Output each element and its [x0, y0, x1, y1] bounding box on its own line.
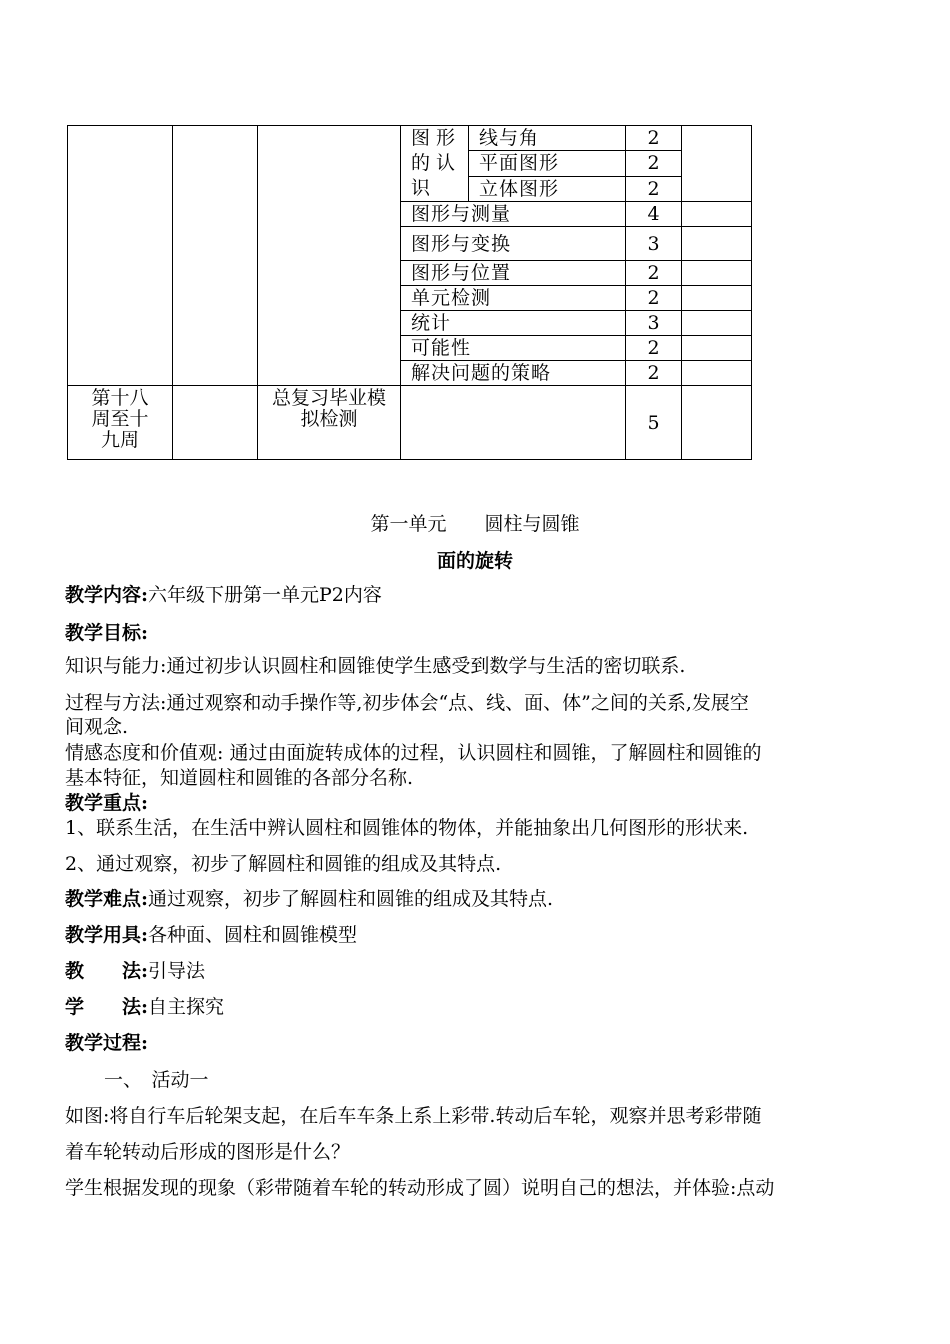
week-cell: 第十八周至十九周	[68, 386, 173, 460]
goal-process-line2: 间观念.	[65, 716, 129, 738]
activity-heading: 一、 活动一	[104, 1069, 209, 1091]
tools-line	[65, 922, 890, 948]
hours-cell: 2	[626, 126, 682, 151]
hours-cell: 5	[626, 386, 682, 460]
teach-method-text: 引导法	[148, 960, 206, 982]
unit-title: 第一单元 圆柱与圆锥	[370, 513, 580, 535]
topic-cell: 立体图形	[469, 176, 626, 201]
hours-cell: 3	[626, 227, 682, 261]
topic-cell: 可能性	[401, 336, 626, 361]
paragraph-1-line2: 着车轮转动后形成的图形是什么？	[65, 1141, 351, 1163]
shape-group-label: 图形的认识	[401, 126, 469, 202]
blank-cell	[173, 126, 258, 386]
difficulty-line	[65, 886, 890, 912]
hours-cell: 2	[626, 361, 682, 386]
goal-knowledge: 知识与能力:通过初步认识圆柱和圆锥使学生感受到数学与生活的密切联系.	[65, 655, 686, 677]
key-point-2: 2、通过观察，初步了解圆柱和圆锥的组成及其特点.	[65, 853, 502, 875]
paragraph-1-line1: 如图:将自行车后轮架支起，在后车车条上系上彩带.转动后车轮，观察并思考彩带随	[65, 1105, 762, 1127]
goal-process-line1: 过程与方法:通过观察和动手操作等,初步体会“点、线、面、体”之间的关系,发展空	[65, 692, 749, 714]
topic-cell: 单元检测	[401, 286, 626, 311]
table-row	[68, 386, 752, 460]
hours-cell: 2	[626, 336, 682, 361]
note-cell	[682, 336, 752, 361]
topic-cell: 图形与变换	[401, 227, 626, 261]
week-cell	[68, 126, 173, 386]
topic-cell: 图形与位置	[401, 261, 626, 286]
topic-cell: 图形与测量	[401, 202, 626, 227]
hours-cell: 4	[626, 202, 682, 227]
learn-method-text: 自主探究	[148, 996, 225, 1018]
tools-text: 各种面、圆柱和圆锥模型	[148, 924, 358, 946]
table-row	[68, 126, 752, 151]
content-label: 教学内容:	[65, 584, 149, 606]
goals-label: 教学目标:	[65, 622, 149, 644]
note-cell	[682, 386, 752, 460]
goal-emotion-line1: 情感态度和价值观: 通过由面旋转成体的过程，认识圆柱和圆锥，了解圆柱和圆锥的	[65, 742, 762, 764]
difficulty-text: 通过观察，初步了解圆柱和圆锥的组成及其特点.	[148, 888, 554, 910]
topic-cell: 平面图形	[469, 151, 626, 176]
note-cell	[682, 126, 752, 202]
hours-cell: 3	[626, 311, 682, 336]
hours-cell: 2	[626, 176, 682, 201]
note-cell	[682, 261, 752, 286]
goal-emotion-line2: 基本特征，知道圆柱和圆锥的各部分名称.	[65, 767, 414, 789]
content-cell	[258, 126, 401, 386]
lesson-title: 面的旋转	[436, 550, 513, 572]
hours-cell: 2	[626, 261, 682, 286]
paragraph-2-line1: 学生根据发现的现象（彩带随着车轮的转动形成了圆）说明自己的想法，并体验:点动	[65, 1177, 775, 1199]
note-cell	[682, 311, 752, 336]
content-line	[65, 582, 890, 608]
learn-method-line	[65, 994, 890, 1020]
difficulty-label: 教学难点:	[65, 888, 149, 910]
teach-method-line	[65, 958, 890, 984]
hours-cell: 2	[626, 286, 682, 311]
note-cell	[682, 227, 752, 261]
hours-cell: 2	[626, 151, 682, 176]
topic-cell: 统计	[401, 311, 626, 336]
teach-method-label: 教 法:	[65, 960, 149, 982]
learn-method-label: 学 法:	[65, 996, 149, 1018]
schedule-table	[67, 125, 752, 460]
key-label: 教学重点:	[65, 792, 149, 814]
key-point-1: 1、联系生活，在生活中辨认圆柱和圆锥体的物体，并能抽象出几何图形的形状来.	[65, 817, 749, 839]
note-cell	[682, 361, 752, 386]
note-cell	[682, 202, 752, 227]
topic-cell	[401, 386, 626, 460]
content-cell: 总复习毕业模拟检测	[258, 386, 401, 460]
process-label: 教学过程:	[65, 1032, 149, 1054]
topic-cell: 线与角	[469, 126, 626, 151]
tools-label: 教学用具:	[65, 924, 149, 946]
topic-cell: 解决问题的策略	[401, 361, 626, 386]
note-cell	[682, 286, 752, 311]
content-text: 六年级下册第一单元P2内容	[148, 584, 382, 606]
blank-cell	[173, 386, 258, 460]
